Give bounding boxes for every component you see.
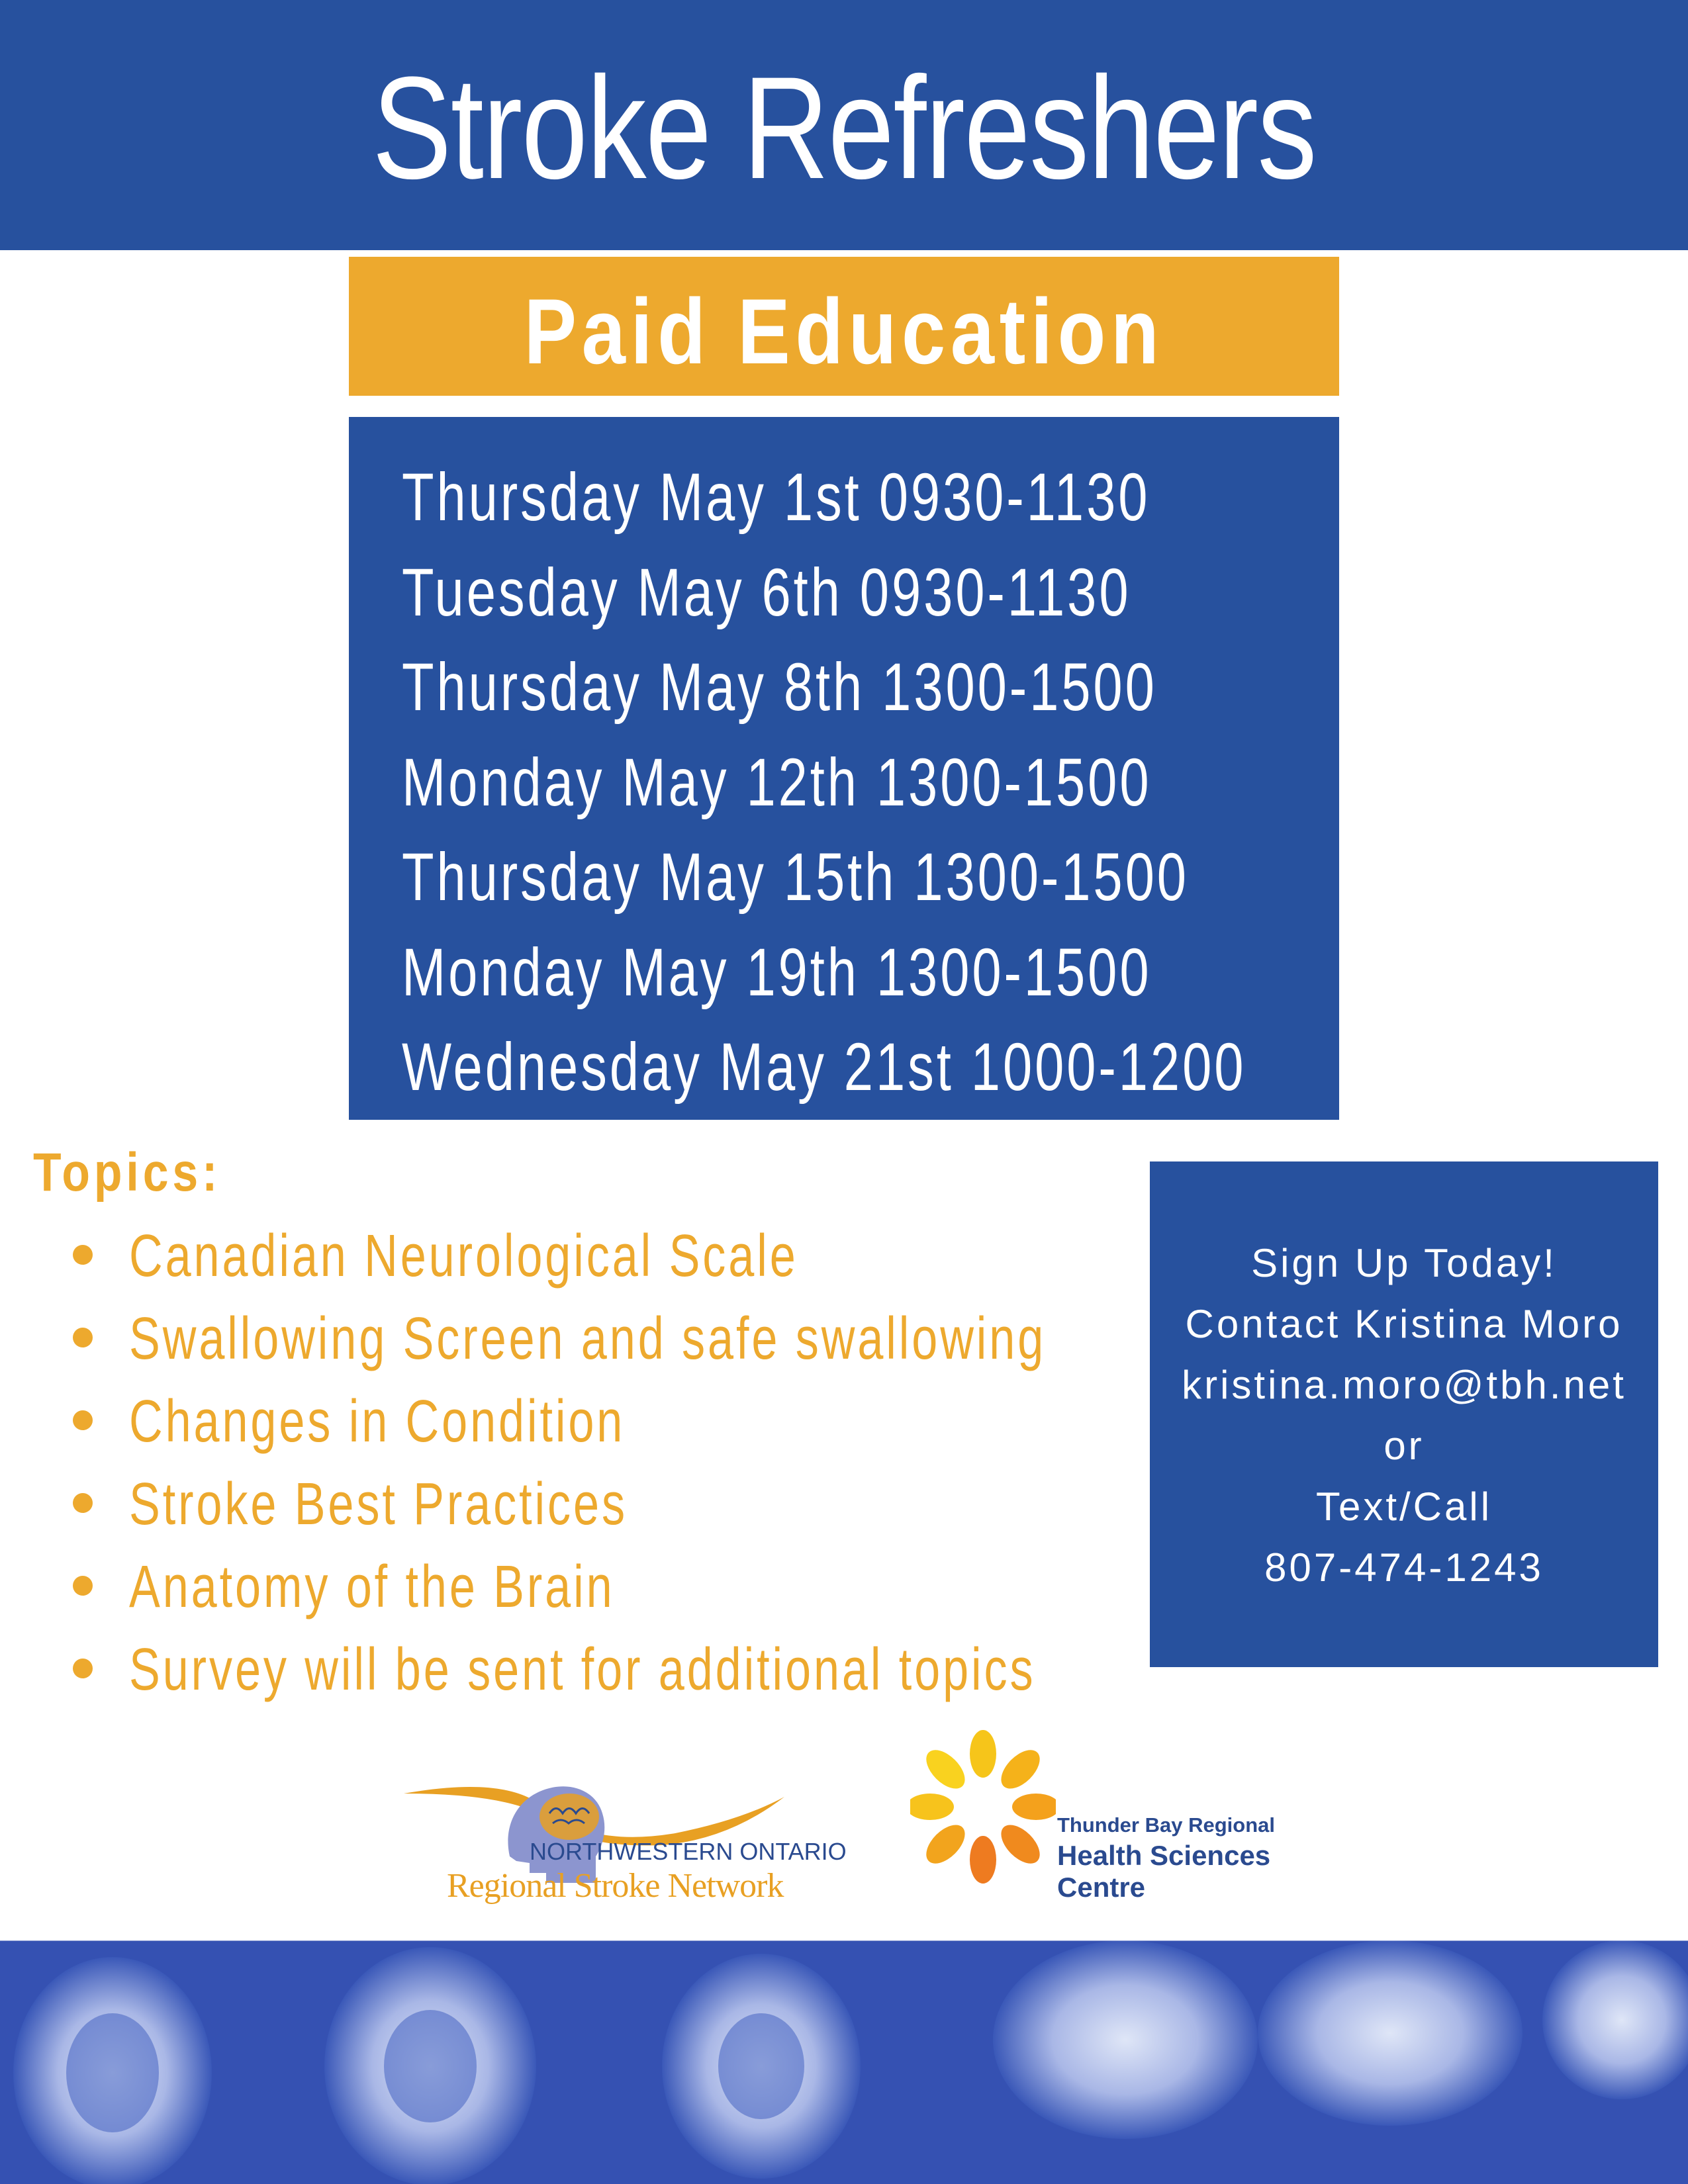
session-date: Thursday May 8th 1300-1500 [402, 649, 1157, 725]
session-date: Thursday May 1st 0930-1130 [402, 459, 1150, 535]
topics-heading: Topics: [33, 1142, 222, 1203]
rsn-logo-line1: NORTHWESTERN ONTARIO [530, 1838, 847, 1865]
contact-name: Contact Kristina Moro [1185, 1302, 1623, 1346]
contact-email[interactable]: kristina.moro@tbh.net [1182, 1363, 1626, 1407]
thunder-bay-hsc-logo [910, 1721, 1321, 1919]
topic-text: Survey will be sent for additional topics [129, 1637, 1036, 1703]
contact-phone[interactable]: 807-474-1243 [1264, 1545, 1544, 1590]
topic-text: Changes in Condition [129, 1388, 626, 1455]
tbrhsc-logo-line2: Health Sciences [1057, 1840, 1271, 1871]
regional-stroke-network-logo [397, 1747, 847, 1913]
rsn-logo-line2: Regional Stroke Network [447, 1867, 784, 1905]
session-date: Thursday May 15th 1300-1500 [402, 839, 1189, 915]
bullet-icon [73, 1659, 93, 1678]
topic-text: Stroke Best Practices [129, 1471, 628, 1537]
topic-text: Canadian Neurological Scale [129, 1223, 798, 1289]
tbrhsc-logo-line3: Centre [1057, 1872, 1146, 1903]
bullet-icon [73, 1576, 93, 1596]
signup-heading: Sign Up Today! [1251, 1241, 1557, 1285]
paid-education-banner [349, 257, 1339, 396]
bullet-icon [73, 1245, 93, 1265]
signup-panel [1150, 1161, 1658, 1667]
contact-lines [1150, 1233, 1658, 1598]
page-title: Stroke Refreshers [372, 46, 1316, 209]
bullet-icon [73, 1410, 93, 1430]
bullet-icon [73, 1493, 93, 1513]
tbrhsc-logo-line1: Thunder Bay Regional [1057, 1813, 1275, 1837]
topic-text: Swallowing Screen and safe swallowing [129, 1306, 1047, 1372]
session-dates-list [402, 450, 1484, 1115]
brain-scan-image-strip [0, 1940, 1688, 2184]
paid-education-label: Paid Education [524, 279, 1164, 383]
topic-text: Anatomy of the Brain [129, 1554, 615, 1620]
brain-scan-image [0, 1940, 1688, 2184]
session-date: Wednesday May 21st 1000-1200 [402, 1029, 1246, 1105]
contact-or: or [1383, 1424, 1425, 1468]
session-date: Monday May 19th 1300-1500 [402, 934, 1152, 1010]
session-dates-panel [349, 417, 1339, 1120]
session-date: Monday May 12th 1300-1500 [402, 744, 1152, 820]
bullet-icon [73, 1328, 93, 1347]
session-date: Tuesday May 6th 0930-1130 [402, 554, 1131, 630]
contact-text-call-label: Text/Call [1315, 1484, 1493, 1529]
sun-petals-icon [910, 1721, 1056, 1893]
title-banner [0, 0, 1688, 250]
